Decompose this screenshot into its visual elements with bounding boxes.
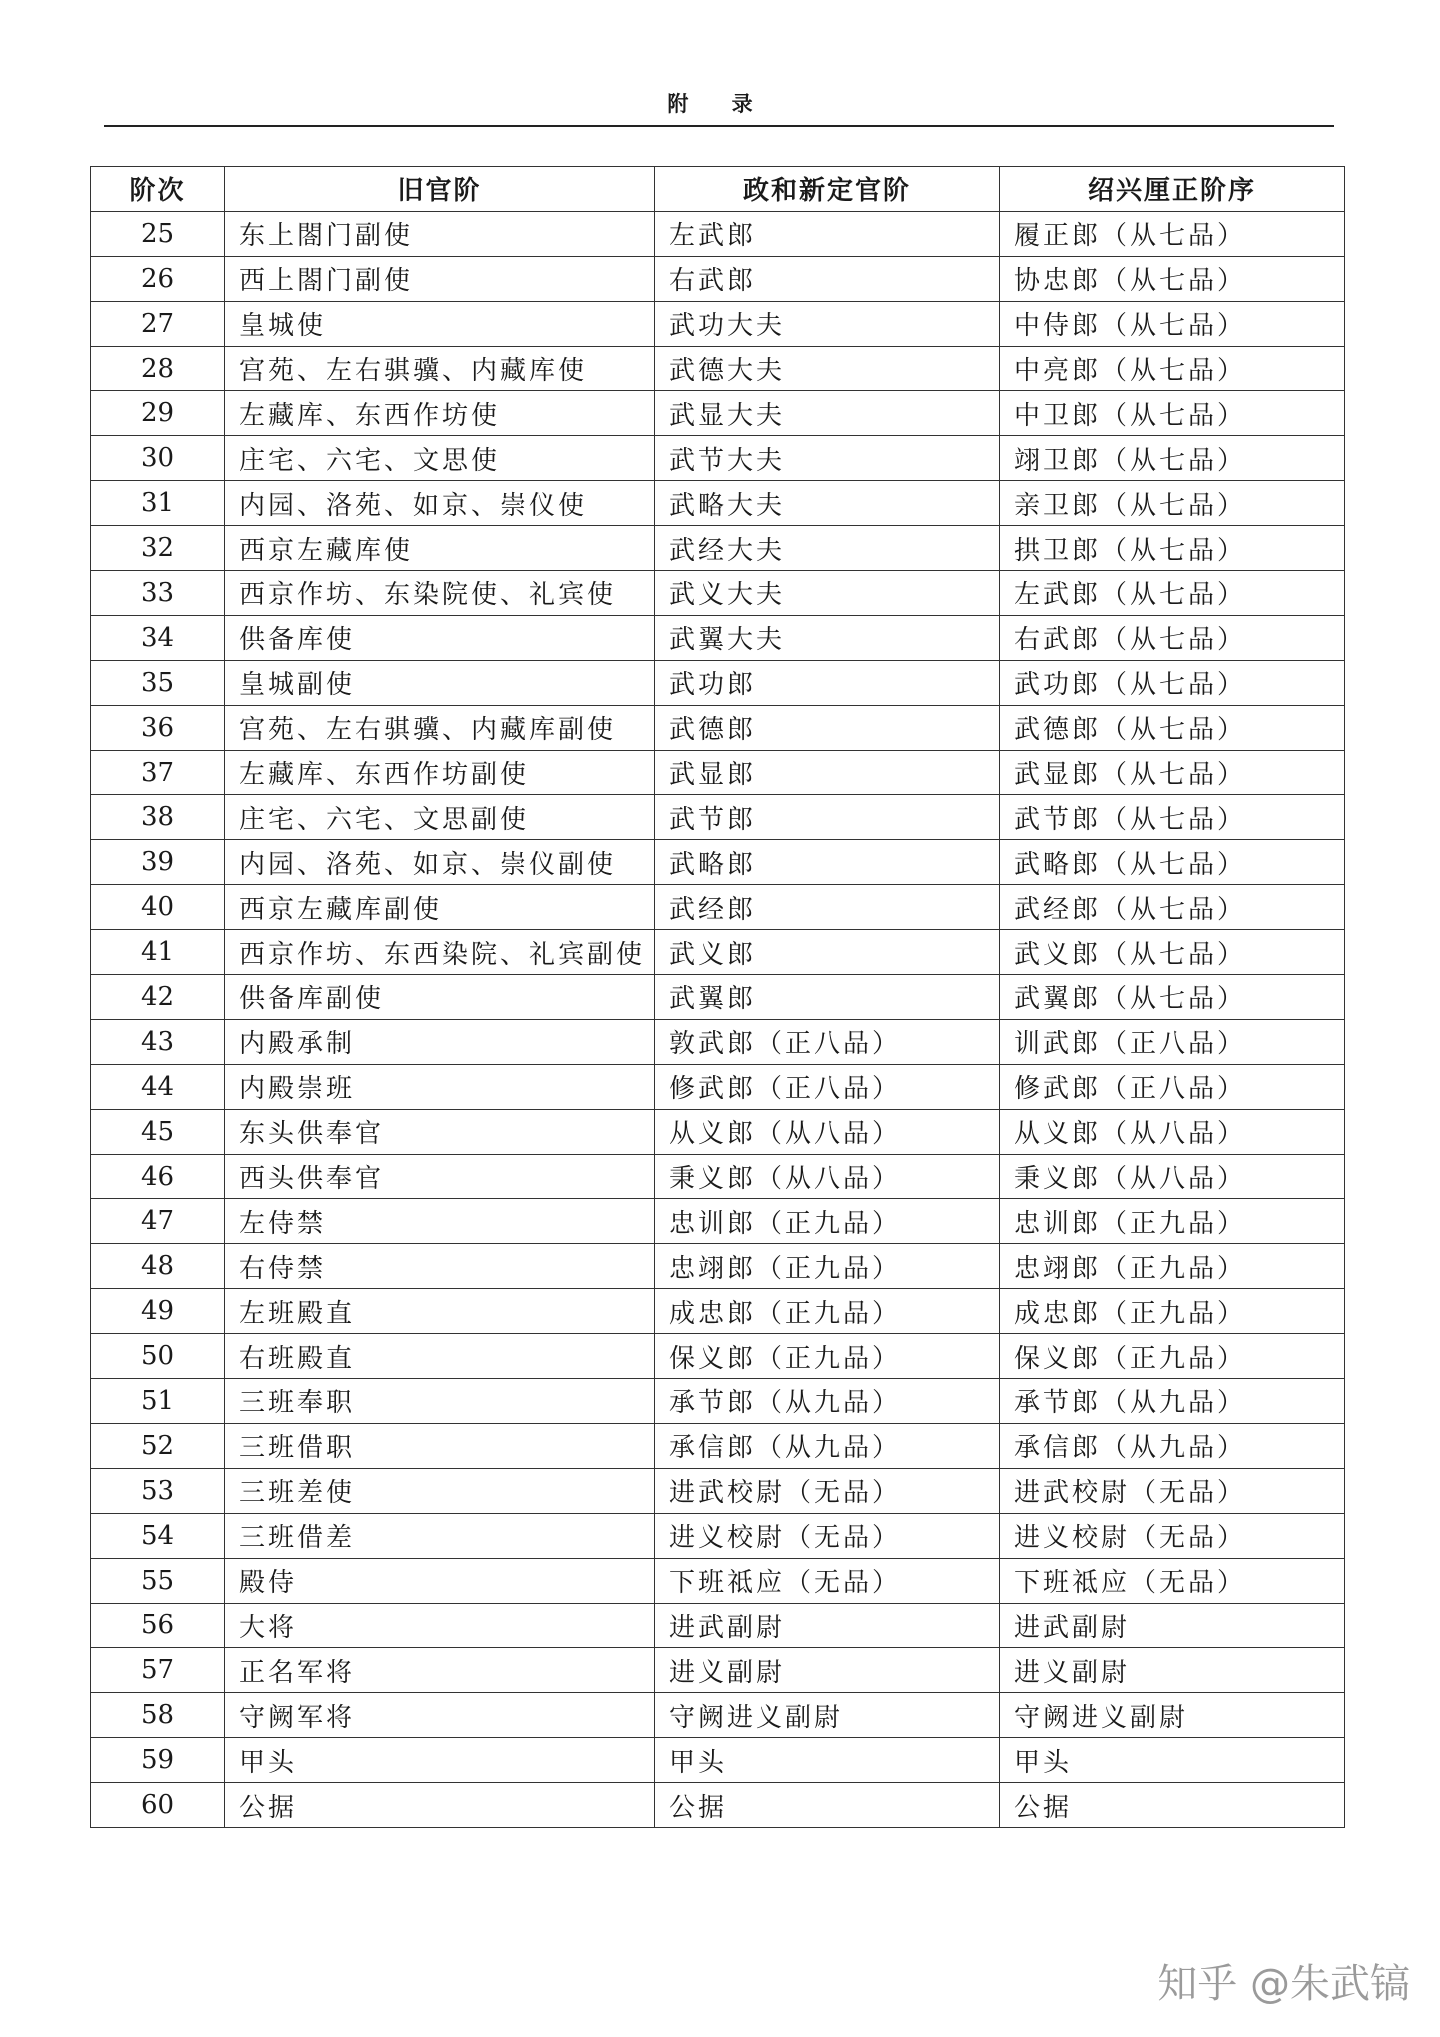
rank-number-cell: 27	[91, 301, 225, 346]
page-title: 附 录	[667, 91, 771, 116]
old-rank-cell: 宫苑、左右骐骥、内藏库副使	[225, 705, 655, 750]
table-row	[91, 1783, 1345, 1828]
old-rank-cell: 三班奉职	[225, 1379, 655, 1424]
rank-table	[90, 166, 1345, 1828]
rank-number-cell: 54	[91, 1513, 225, 1558]
zhenghe-rank-cell: 进武副尉	[655, 1603, 1000, 1648]
zhenghe-rank-cell: 武德大夫	[655, 346, 1000, 391]
table-row	[91, 1648, 1345, 1693]
zhenghe-rank-cell: 忠训郎（正九品）	[655, 1199, 1000, 1244]
rank-number-cell: 37	[91, 750, 225, 795]
zhenghe-rank-cell: 公据	[655, 1783, 1000, 1828]
rank-number-cell: 38	[91, 795, 225, 840]
rank-number-cell: 36	[91, 705, 225, 750]
zhenghe-rank-cell: 武略郎	[655, 840, 1000, 885]
rank-number-cell: 58	[91, 1693, 225, 1738]
table-row	[91, 795, 1345, 840]
column-header-shaoxing-rank: 绍兴厘正阶序	[1000, 167, 1345, 212]
zhenghe-rank-cell: 承节郎（从九品）	[655, 1379, 1000, 1424]
shaoxing-rank-cell: 中亮郎（从七品）	[1000, 346, 1345, 391]
zhenghe-rank-cell: 修武郎（正八品）	[655, 1064, 1000, 1109]
table-row	[91, 346, 1345, 391]
column-header-rank: 阶次	[91, 167, 225, 212]
table-row	[91, 481, 1345, 526]
old-rank-cell: 右班殿直	[225, 1334, 655, 1379]
zhenghe-rank-cell: 左武郎	[655, 211, 1000, 256]
old-rank-cell: 三班借差	[225, 1513, 655, 1558]
rank-number-cell: 45	[91, 1109, 225, 1154]
zhenghe-rank-cell: 进武校尉（无品）	[655, 1468, 1000, 1513]
table-row	[91, 930, 1345, 975]
old-rank-cell: 甲头	[225, 1738, 655, 1783]
old-rank-cell: 内殿崇班	[225, 1064, 655, 1109]
old-rank-cell: 西京左藏库副使	[225, 885, 655, 930]
old-rank-cell: 左侍禁	[225, 1199, 655, 1244]
rank-number-cell: 46	[91, 1154, 225, 1199]
table-row	[91, 750, 1345, 795]
rank-number-cell: 47	[91, 1199, 225, 1244]
table-body	[91, 211, 1345, 1827]
zhenghe-rank-cell: 守阙进义副尉	[655, 1693, 1000, 1738]
rank-number-cell: 48	[91, 1244, 225, 1289]
old-rank-cell: 皇城副使	[225, 660, 655, 705]
rank-number-cell: 26	[91, 256, 225, 301]
table-row	[91, 1019, 1345, 1064]
table-row	[91, 615, 1345, 660]
zhenghe-rank-cell: 忠翊郎（正九品）	[655, 1244, 1000, 1289]
old-rank-cell: 东头供奉官	[225, 1109, 655, 1154]
table-row	[91, 1289, 1345, 1334]
shaoxing-rank-cell: 武义郎（从七品）	[1000, 930, 1345, 975]
rank-number-cell: 56	[91, 1603, 225, 1648]
old-rank-cell: 内园、洛苑、如京、崇仪副使	[225, 840, 655, 885]
rank-number-cell: 57	[91, 1648, 225, 1693]
old-rank-cell: 三班差使	[225, 1468, 655, 1513]
rank-number-cell: 52	[91, 1423, 225, 1468]
rank-number-cell: 40	[91, 885, 225, 930]
shaoxing-rank-cell: 秉义郎（从八品）	[1000, 1154, 1345, 1199]
zhenghe-rank-cell: 武略大夫	[655, 481, 1000, 526]
table-row	[91, 1379, 1345, 1424]
old-rank-cell: 三班借职	[225, 1423, 655, 1468]
table-row	[91, 211, 1345, 256]
old-rank-cell: 左藏库、东西作坊使	[225, 391, 655, 436]
shaoxing-rank-cell: 武德郎（从七品）	[1000, 705, 1345, 750]
shaoxing-rank-cell: 中卫郎（从七品）	[1000, 391, 1345, 436]
shaoxing-rank-cell: 拱卫郎（从七品）	[1000, 526, 1345, 571]
zhenghe-rank-cell: 武显郎	[655, 750, 1000, 795]
shaoxing-rank-cell: 武翼郎（从七品）	[1000, 975, 1345, 1020]
shaoxing-rank-cell: 保义郎（正九品）	[1000, 1334, 1345, 1379]
rank-number-cell: 42	[91, 975, 225, 1020]
rank-number-cell: 25	[91, 211, 225, 256]
old-rank-cell: 内殿承制	[225, 1019, 655, 1064]
table-row	[91, 1199, 1345, 1244]
shaoxing-rank-cell: 守阙进义副尉	[1000, 1693, 1345, 1738]
zhenghe-rank-cell: 承信郎（从九品）	[655, 1423, 1000, 1468]
table-row	[91, 391, 1345, 436]
table-row	[91, 1423, 1345, 1468]
old-rank-cell: 公据	[225, 1783, 655, 1828]
zhenghe-rank-cell: 武德郎	[655, 705, 1000, 750]
zhenghe-rank-cell: 成忠郎（正九品）	[655, 1289, 1000, 1334]
table-row	[91, 1693, 1345, 1738]
rank-number-cell: 35	[91, 660, 225, 705]
shaoxing-rank-cell: 成忠郎（正九品）	[1000, 1289, 1345, 1334]
rank-number-cell: 41	[91, 930, 225, 975]
rank-number-cell: 50	[91, 1334, 225, 1379]
old-rank-cell: 右侍禁	[225, 1244, 655, 1289]
old-rank-cell: 西头供奉官	[225, 1154, 655, 1199]
shaoxing-rank-cell: 左武郎（从七品）	[1000, 571, 1345, 616]
old-rank-cell: 庄宅、六宅、文思使	[225, 436, 655, 481]
zhenghe-rank-cell: 武经大夫	[655, 526, 1000, 571]
zhenghe-rank-cell: 武义大夫	[655, 571, 1000, 616]
zhenghe-rank-cell: 甲头	[655, 1738, 1000, 1783]
shaoxing-rank-cell: 忠训郎（正九品）	[1000, 1199, 1345, 1244]
table-row	[91, 1109, 1345, 1154]
shaoxing-rank-cell: 忠翊郎（正九品）	[1000, 1244, 1345, 1289]
old-rank-cell: 殿侍	[225, 1558, 655, 1603]
shaoxing-rank-cell: 翊卫郎（从七品）	[1000, 436, 1345, 481]
zhenghe-rank-cell: 武显大夫	[655, 391, 1000, 436]
table-row	[91, 1513, 1345, 1558]
table-row	[91, 975, 1345, 1020]
watermark: 知乎 @朱武镐	[1157, 1961, 1410, 2007]
shaoxing-rank-cell: 下班祗应（无品）	[1000, 1558, 1345, 1603]
shaoxing-rank-cell: 武节郎（从七品）	[1000, 795, 1345, 840]
zhenghe-rank-cell: 武功大夫	[655, 301, 1000, 346]
shaoxing-rank-cell: 武功郎（从七品）	[1000, 660, 1345, 705]
rank-number-cell: 34	[91, 615, 225, 660]
old-rank-cell: 内园、洛苑、如京、崇仪使	[225, 481, 655, 526]
zhenghe-rank-cell: 敦武郎（正八品）	[655, 1019, 1000, 1064]
table-row	[91, 660, 1345, 705]
old-rank-cell: 守阙军将	[225, 1693, 655, 1738]
shaoxing-rank-cell: 亲卫郎（从七品）	[1000, 481, 1345, 526]
rank-number-cell: 43	[91, 1019, 225, 1064]
zhenghe-rank-cell: 右武郎	[655, 256, 1000, 301]
table-row	[91, 256, 1345, 301]
old-rank-cell: 西京左藏库使	[225, 526, 655, 571]
table-row	[91, 1468, 1345, 1513]
header-divider	[104, 125, 1334, 127]
table-row	[91, 301, 1345, 346]
old-rank-cell: 西京作坊、东染院使、礼宾使	[225, 571, 655, 616]
shaoxing-rank-cell: 进义校尉（无品）	[1000, 1513, 1345, 1558]
rank-number-cell: 39	[91, 840, 225, 885]
column-header-old-rank: 旧官阶	[225, 167, 655, 212]
rank-number-cell: 53	[91, 1468, 225, 1513]
zhenghe-rank-cell: 武翼郎	[655, 975, 1000, 1020]
old-rank-cell: 西上閤门副使	[225, 256, 655, 301]
table-row	[91, 1064, 1345, 1109]
rank-number-cell: 44	[91, 1064, 225, 1109]
shaoxing-rank-cell: 协忠郎（从七品）	[1000, 256, 1345, 301]
table-row	[91, 840, 1345, 885]
table-row	[91, 1738, 1345, 1783]
old-rank-cell: 左藏库、东西作坊副使	[225, 750, 655, 795]
zhenghe-rank-cell: 武义郎	[655, 930, 1000, 975]
shaoxing-rank-cell: 武显郎（从七品）	[1000, 750, 1345, 795]
shaoxing-rank-cell: 右武郎（从七品）	[1000, 615, 1345, 660]
old-rank-cell: 供备库副使	[225, 975, 655, 1020]
table-header-row	[91, 167, 1345, 212]
table-row	[91, 571, 1345, 616]
rank-number-cell: 59	[91, 1738, 225, 1783]
old-rank-cell: 西京作坊、东西染院、礼宾副使	[225, 930, 655, 975]
zhenghe-rank-cell: 武节郎	[655, 795, 1000, 840]
shaoxing-rank-cell: 中侍郎（从七品）	[1000, 301, 1345, 346]
rank-number-cell: 51	[91, 1379, 225, 1424]
shaoxing-rank-cell: 武经郎（从七品）	[1000, 885, 1345, 930]
rank-number-cell: 49	[91, 1289, 225, 1334]
shaoxing-rank-cell: 履正郎（从七品）	[1000, 211, 1345, 256]
zhenghe-rank-cell: 武经郎	[655, 885, 1000, 930]
zhenghe-rank-cell: 进义校尉（无品）	[655, 1513, 1000, 1558]
table-row	[91, 1154, 1345, 1199]
old-rank-cell: 庄宅、六宅、文思副使	[225, 795, 655, 840]
old-rank-cell: 东上閤门副使	[225, 211, 655, 256]
table-row	[91, 705, 1345, 750]
shaoxing-rank-cell: 武略郎（从七品）	[1000, 840, 1345, 885]
table-row	[91, 1603, 1345, 1648]
old-rank-cell: 宫苑、左右骐骥、内藏库使	[225, 346, 655, 391]
rank-number-cell: 33	[91, 571, 225, 616]
rank-number-cell: 30	[91, 436, 225, 481]
rank-number-cell: 31	[91, 481, 225, 526]
zhenghe-rank-cell: 进义副尉	[655, 1648, 1000, 1693]
table-row	[91, 526, 1345, 571]
table-row	[91, 885, 1345, 930]
rank-number-cell: 55	[91, 1558, 225, 1603]
zhenghe-rank-cell: 秉义郎（从八品）	[655, 1154, 1000, 1199]
old-rank-cell: 大将	[225, 1603, 655, 1648]
zhenghe-rank-cell: 从义郎（从八品）	[655, 1109, 1000, 1154]
rank-number-cell: 29	[91, 391, 225, 436]
shaoxing-rank-cell: 修武郎（正八品）	[1000, 1064, 1345, 1109]
shaoxing-rank-cell: 承信郎（从九品）	[1000, 1423, 1345, 1468]
shaoxing-rank-cell: 进武校尉（无品）	[1000, 1468, 1345, 1513]
old-rank-cell: 供备库使	[225, 615, 655, 660]
rank-number-cell: 28	[91, 346, 225, 391]
rank-number-cell: 32	[91, 526, 225, 571]
old-rank-cell: 左班殿直	[225, 1289, 655, 1334]
shaoxing-rank-cell: 公据	[1000, 1783, 1345, 1828]
table-row	[91, 436, 1345, 481]
shaoxing-rank-cell: 进武副尉	[1000, 1603, 1345, 1648]
shaoxing-rank-cell: 进义副尉	[1000, 1648, 1345, 1693]
shaoxing-rank-cell: 从义郎（从八品）	[1000, 1109, 1345, 1154]
table-row	[91, 1558, 1345, 1603]
shaoxing-rank-cell: 甲头	[1000, 1738, 1345, 1783]
column-header-zhenghe-rank: 政和新定官阶	[655, 167, 1000, 212]
zhenghe-rank-cell: 武功郎	[655, 660, 1000, 705]
shaoxing-rank-cell: 承节郎（从九品）	[1000, 1379, 1345, 1424]
old-rank-cell: 正名军将	[225, 1648, 655, 1693]
table-row	[91, 1334, 1345, 1379]
zhenghe-rank-cell: 保义郎（正九品）	[655, 1334, 1000, 1379]
old-rank-cell: 皇城使	[225, 301, 655, 346]
zhenghe-rank-cell: 武翼大夫	[655, 615, 1000, 660]
zhenghe-rank-cell: 武节大夫	[655, 436, 1000, 481]
table-row	[91, 1244, 1345, 1289]
rank-number-cell: 60	[91, 1783, 225, 1828]
shaoxing-rank-cell: 训武郎（正八品）	[1000, 1019, 1345, 1064]
zhenghe-rank-cell: 下班祗应（无品）	[655, 1558, 1000, 1603]
